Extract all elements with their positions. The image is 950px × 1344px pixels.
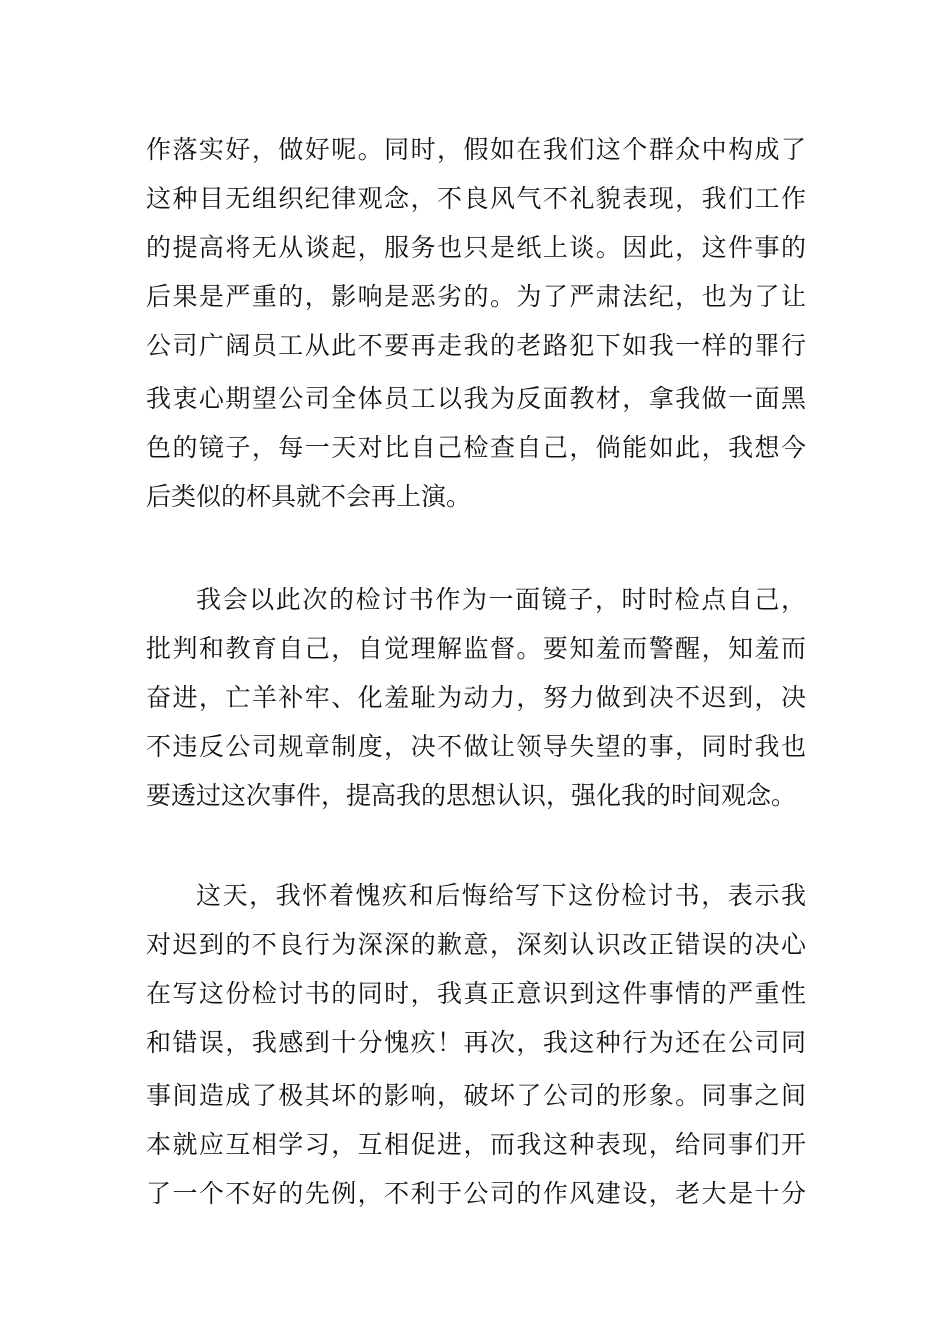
- text-line: 后果是严重的，影响是恶劣的。为了严肃法纪，也为了让: [146, 282, 806, 311]
- text-line: 作落实好，做好呢。同时，假如在我们这个群众中构成了: [146, 135, 806, 164]
- text-line: 对迟到的不良行为深深的歉意，深刻认识改正错误的决心: [146, 930, 806, 959]
- text-line: 不违反公司规章制度，决不做让领导失望的事，同时我也: [146, 732, 806, 761]
- text-line: 的提高将无从谈起，服务也只是纸上谈。因此，这件事的: [146, 233, 806, 262]
- text-line: 这天，我怀着愧疚和后悔给写下这份检讨书，表示我: [196, 881, 806, 910]
- text-line: 事间造成了极其坏的影响，破坏了公司的形象。同事之间: [146, 1081, 806, 1110]
- text-line: 这种目无组织纪律观念，不良风气不礼貌表现，我们工作: [146, 184, 806, 213]
- text-line: 了一个不好的先例，不利于公司的作风建设，老大是十分: [146, 1179, 806, 1208]
- text-line: 批判和教育自己，自觉理解监督。要知羞而警醒，知羞而: [146, 634, 806, 663]
- text-line: 我衷心期望公司全体员工以我为反面教材，拿我做一面黑: [146, 384, 806, 413]
- text-line: 后类似的杯具就不会再上演。: [146, 482, 472, 511]
- text-line: 和错误，我感到十分愧疚！再次，我这种行为还在公司同: [146, 1028, 806, 1057]
- text-line: 我会以此次的检讨书作为一面镜子，时时检点自己，: [196, 585, 806, 614]
- text-line: 本就应互相学习，互相促进，而我这种表现，给同事们开: [146, 1130, 806, 1159]
- text-line: 在写这份检讨书的同时，我真正意识到这件事情的严重性: [146, 979, 806, 1008]
- text-line: 要透过这次事件，提高我的思想认识，强化我的时间观念。: [146, 781, 797, 810]
- text-line: 公司广阔员工从此不要再走我的老路犯下如我一样的罪行: [146, 331, 806, 360]
- text-line: 色的镜子，每一天对比自己检查自己，倘能如此，我想今: [146, 433, 806, 462]
- text-line: 奋进，亡羊补牢、化羞耻为动力，努力做到决不迟到，决: [146, 683, 806, 712]
